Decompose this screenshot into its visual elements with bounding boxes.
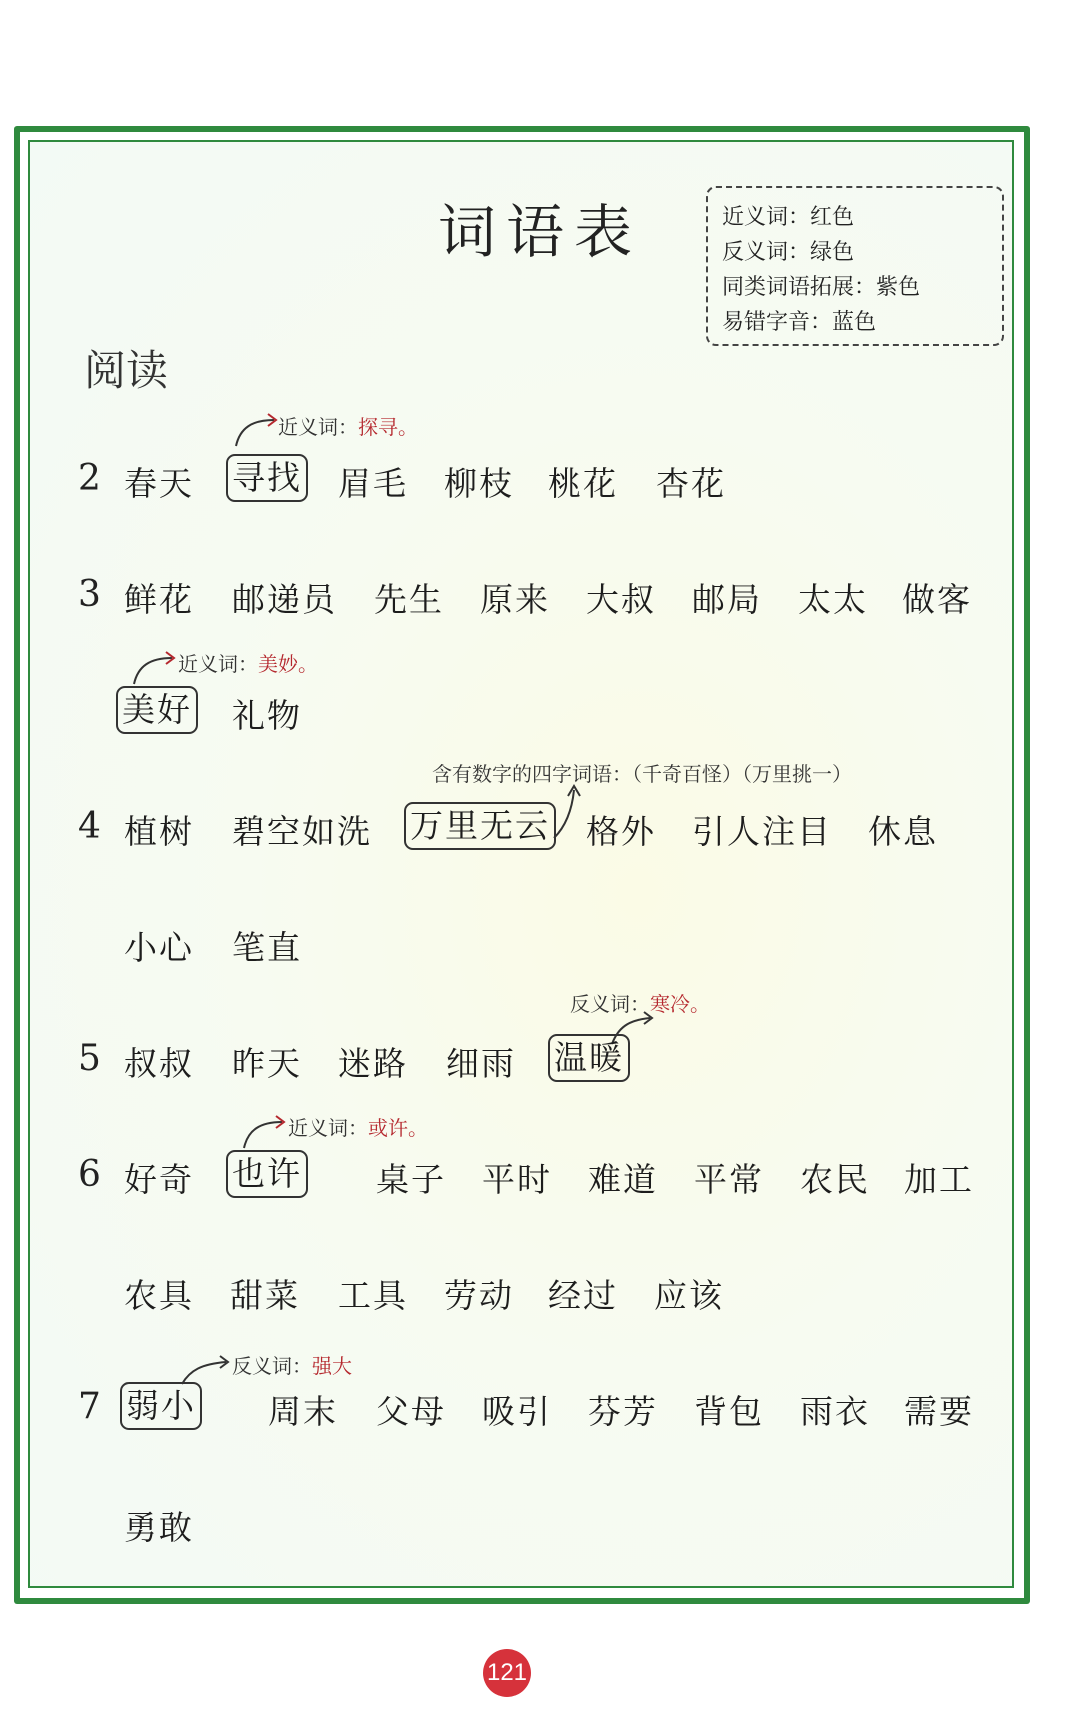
vocab-word: 农具 [124, 1276, 194, 1315]
annotation-value: 寒冷。 [650, 992, 710, 1016]
vocab-word: 平时 [482, 1160, 552, 1199]
vocab-word: 鲜花 [124, 580, 194, 619]
legend-synonym: 近义词：红色 [722, 205, 855, 230]
vocab-word: 背包 [694, 1392, 764, 1431]
lesson-number: 2 [78, 458, 101, 499]
annotation-value: 美妙。 [258, 652, 318, 676]
word-row [0, 680, 1080, 740]
vocab-word: 杏花 [656, 464, 726, 503]
vocab-word-boxed: 温暖 [548, 1034, 630, 1082]
vocab-word: 太太 [798, 580, 868, 619]
word-row [0, 796, 1080, 856]
annotation-note [178, 648, 318, 677]
lesson-number: 7 [78, 1386, 101, 1427]
page-title: 词语表 [437, 198, 642, 266]
annotation-label: 反义词： [570, 992, 650, 1016]
page-number-badge: 121 [483, 1649, 531, 1697]
vocab-word: 格外 [586, 812, 656, 851]
word-row [0, 912, 1080, 972]
vocab-word: 原来 [480, 580, 550, 619]
vocab-word: 休息 [868, 812, 938, 851]
vocab-word: 应该 [654, 1276, 724, 1315]
vocab-word: 眉毛 [338, 464, 408, 503]
vocab-word: 大叔 [586, 580, 656, 619]
vocab-word: 碧空如洗 [232, 812, 372, 851]
vocab-word: 雨衣 [800, 1392, 870, 1431]
vocab-word: 工具 [338, 1276, 408, 1315]
vocab-word-boxed: 弱小 [120, 1382, 202, 1430]
vocab-word: 周末 [268, 1392, 338, 1431]
vocab-word: 邮递员 [232, 580, 337, 619]
word-row [0, 564, 1080, 624]
annotation-note: 含有数字的四字词语：（千奇百怪）（万里挑一） [432, 762, 852, 786]
vocab-word: 好奇 [124, 1160, 194, 1199]
vocab-word: 先生 [374, 580, 444, 619]
annotation-note [288, 1112, 428, 1141]
vocab-word: 迷路 [338, 1044, 408, 1083]
lesson-number: 4 [78, 806, 101, 847]
page-frame-border [28, 140, 1014, 1588]
legend-antonym: 反义词：绿色 [722, 240, 855, 265]
vocab-word: 勇敢 [124, 1508, 194, 1547]
annotation-label: 近义词： [178, 652, 258, 676]
vocab-word: 叔叔 [124, 1044, 194, 1083]
annotation-label: 近义词： [278, 415, 358, 439]
lesson-number: 5 [78, 1038, 101, 1079]
annotation-note [278, 411, 418, 440]
vocab-word: 吸引 [482, 1392, 552, 1431]
vocab-word: 经过 [548, 1276, 618, 1315]
word-row [0, 1260, 1080, 1320]
annotation-value: 或许。 [368, 1116, 428, 1140]
word-row [0, 1028, 1080, 1088]
annotation-label: 反义词： [232, 1354, 312, 1378]
vocab-word: 农民 [800, 1160, 870, 1199]
annotation-label: 近义词： [288, 1116, 368, 1140]
legend-category: 同类词语拓展：紫色 [722, 275, 921, 300]
vocab-word: 甜菜 [230, 1276, 300, 1315]
vocab-word: 细雨 [446, 1044, 516, 1083]
vocab-word-boxed: 万里无云 [404, 802, 556, 850]
vocab-word-boxed: 寻找 [226, 454, 308, 502]
annotation-arrow-icon [232, 410, 282, 450]
vocab-word: 桃花 [548, 464, 618, 503]
vocab-word: 加工 [904, 1160, 974, 1199]
word-row [0, 1144, 1080, 1204]
vocab-word: 引人注目 [692, 812, 832, 851]
vocab-word: 桌子 [376, 1160, 446, 1199]
lesson-number: 3 [78, 574, 101, 615]
vocab-word: 芬芳 [588, 1392, 658, 1431]
vocab-word: 昨天 [232, 1044, 302, 1083]
annotation-value: 强大 [312, 1354, 352, 1378]
color-legend [706, 186, 1004, 346]
word-row [0, 448, 1080, 508]
legend-pronunciation: 易错字音：蓝色 [722, 310, 877, 335]
vocab-word: 做客 [902, 580, 972, 619]
vocab-word: 春天 [124, 464, 194, 503]
vocab-word: 父母 [376, 1392, 446, 1431]
vocab-word: 劳动 [444, 1276, 514, 1315]
vocab-word: 小心 [124, 928, 194, 967]
word-row [0, 1376, 1080, 1436]
vocab-word: 难道 [588, 1160, 658, 1199]
vocab-word: 柳枝 [444, 464, 514, 503]
vocab-word: 邮局 [692, 580, 762, 619]
annotation-value: 探寻。 [358, 415, 418, 439]
vocab-word-boxed: 美好 [116, 686, 198, 734]
vocab-word-boxed: 也许 [226, 1150, 308, 1198]
lesson-number: 6 [78, 1154, 101, 1195]
section-heading-reading: 阅读 [84, 346, 169, 395]
word-row [0, 1492, 1080, 1552]
vocab-word: 礼物 [232, 696, 302, 735]
annotation-note [232, 1350, 352, 1379]
vocab-word: 需要 [904, 1392, 974, 1431]
vocab-word: 植树 [124, 812, 194, 851]
vocab-word: 平常 [694, 1160, 764, 1199]
vocab-word: 笔直 [232, 928, 302, 967]
